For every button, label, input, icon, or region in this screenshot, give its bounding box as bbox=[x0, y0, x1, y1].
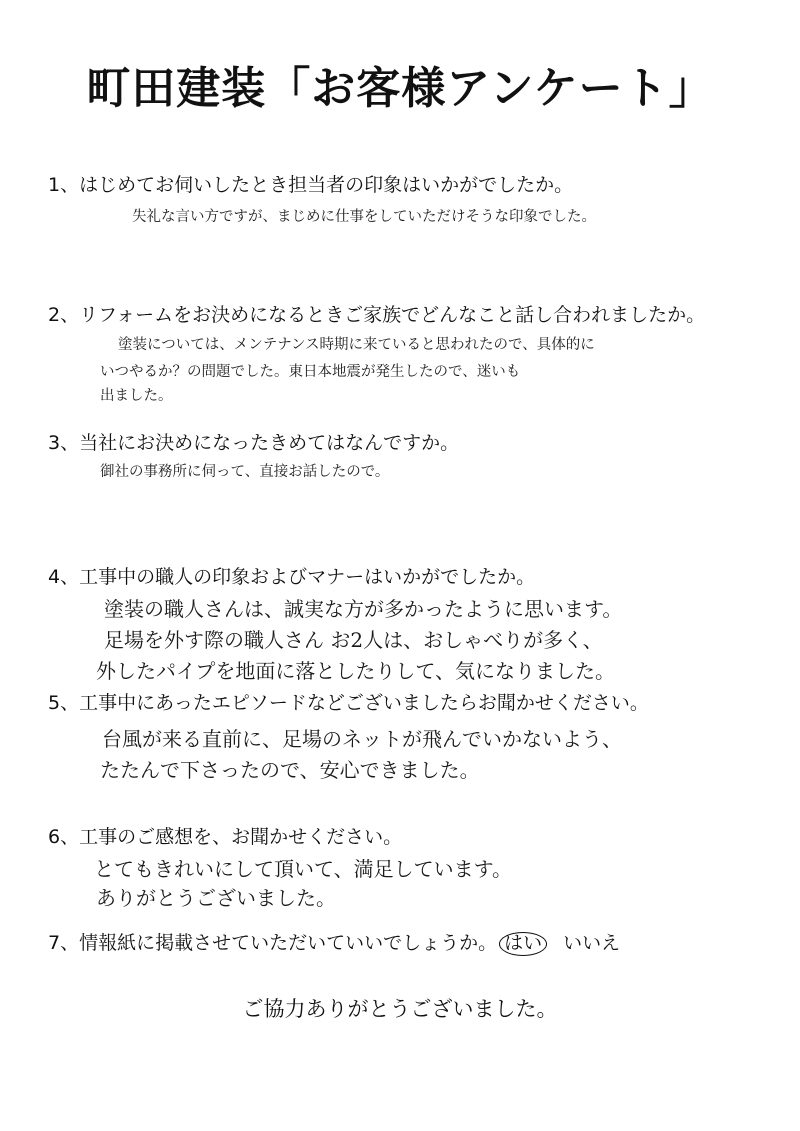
answer-4-line-2: 足場を外す際の職人さん お2人は、おしゃべりが多く、 bbox=[104, 628, 603, 652]
question-1: 1、はじめてお伺いしたとき担当者の印象はいかがでしたか。 bbox=[48, 174, 574, 196]
option-yes-selected: はい bbox=[499, 932, 547, 956]
question-6: 6、工事のご感想を、お聞かせください。 bbox=[48, 826, 403, 848]
answer-6-line-1: とてもきれいにして頂いて、満足しています。 bbox=[94, 857, 512, 881]
question-4: 4、工事中の職人の印象およびマナーはいかがでしたか。 bbox=[48, 566, 536, 588]
answer-2-line-2: いつやるか？の問題でした。東日本地震が発生したので、迷いも bbox=[100, 364, 521, 380]
question-3: 3、当社にお決めになったきめてはなんですか。 bbox=[48, 432, 460, 454]
answer-6-line-2: ありがとうございました。 bbox=[96, 886, 336, 910]
answer-2-line-1: 塗装については、メンテナンス時期に来ていると思われたので、具体的に bbox=[118, 337, 595, 353]
closing-message: ご協力ありがとうございました。 bbox=[242, 997, 558, 1021]
answer-1-line-1: 失礼な言い方ですが、まじめに仕事をしていただけそうな印象でした。 bbox=[132, 209, 596, 225]
answer-5-line-1: 台風が来る直前に、足場のネットが飛んでいかないよう、 bbox=[102, 727, 622, 751]
question-7-text: 7、情報紙に掲載させていただいていいでしょうか。 bbox=[48, 932, 498, 954]
answer-3-line-1: 御社の事務所に伺って、直接お話したので。 bbox=[100, 464, 390, 480]
answer-4-line-1: 塗装の職人さんは、誠実な方が多かったように思います。 bbox=[104, 597, 623, 621]
survey-title: 町田建装「お客様アンケート」 bbox=[86, 63, 714, 114]
answer-2-line-3: 出ました。 bbox=[100, 388, 173, 404]
question-5: 5、工事中にあったエピソードなどございましたらお聞かせください。 bbox=[48, 692, 649, 714]
question-2: 2、リフォームをお決めになるときご家族でどんなこと話し合われましたか。 bbox=[48, 304, 706, 326]
answer-5-line-2: たたんで下さったので、安心できました。 bbox=[100, 758, 480, 782]
option-no: いいえ bbox=[563, 932, 621, 954]
question-7 bbox=[48, 928, 620, 956]
answer-4-line-3: 外したパイプを地面に落としたりして、気になりました。 bbox=[96, 659, 615, 683]
